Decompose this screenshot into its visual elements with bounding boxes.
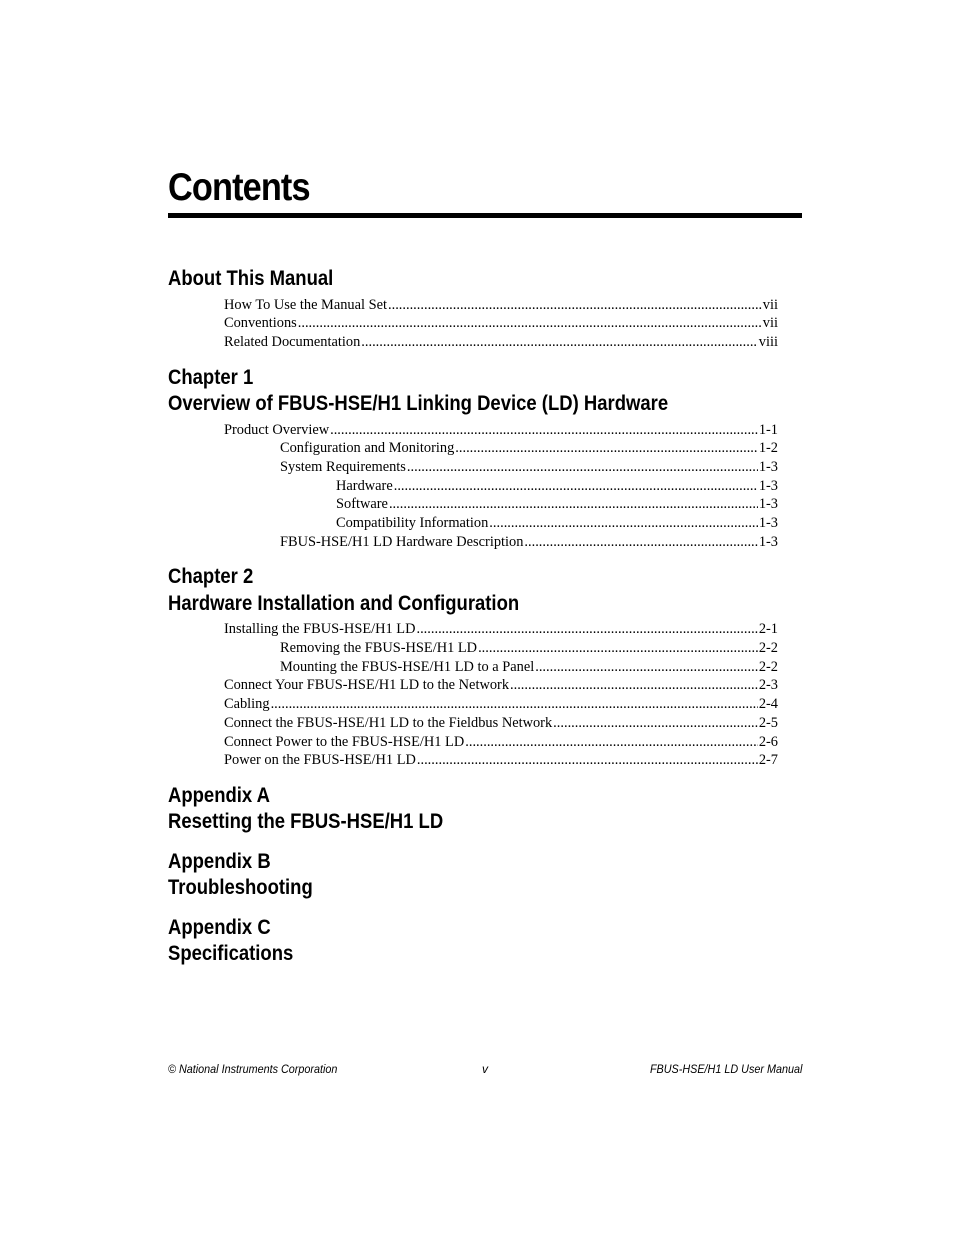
toc-entry-label: How To Use the Manual Set <box>224 296 387 313</box>
toc-entry-label: Conventions <box>224 315 297 332</box>
toc-section <box>168 849 778 902</box>
toc-entry-label: Configuration and Monitoring <box>280 440 455 457</box>
toc-entry-page: vii <box>762 296 778 313</box>
toc-entry[interactable] <box>168 439 778 458</box>
toc-entry-page: viii <box>758 333 778 350</box>
dot-leader <box>417 751 758 770</box>
toc-entry-page: 1-3 <box>758 458 778 475</box>
dot-leader <box>510 676 758 695</box>
toc-entry-page: 2-2 <box>758 658 778 675</box>
title-rule <box>168 213 802 218</box>
section-heading: Chapter 1 <box>168 365 254 389</box>
dot-leader <box>394 477 758 496</box>
toc-entry-label: Product Overview <box>224 421 330 438</box>
toc-entry[interactable] <box>168 495 778 514</box>
toc-entry[interactable] <box>168 458 778 477</box>
toc-entry-page: 1-1 <box>758 421 778 438</box>
table-of-contents <box>168 266 778 981</box>
toc-entry[interactable] <box>168 421 778 440</box>
toc-entry-page: 2-4 <box>758 696 778 713</box>
section-heading: Troubleshooting <box>168 876 313 900</box>
toc-entry-page: 2-2 <box>758 640 778 657</box>
dot-leader <box>478 639 758 658</box>
section-heading: Appendix C <box>168 915 271 939</box>
dot-leader <box>298 314 762 333</box>
toc-entry[interactable] <box>168 751 778 770</box>
section-heading: Overview of FBUS-HSE/H1 Linking Device (LD) Hardware <box>168 392 669 416</box>
toc-entry-label: Mounting the FBUS-HSE/H1 LD to a Panel <box>280 658 535 675</box>
toc-section <box>168 365 778 552</box>
toc-entry-label: FBUS-HSE/H1 LD Hardware Description <box>280 533 524 550</box>
toc-entry[interactable] <box>168 620 778 639</box>
toc-entry-label: Related Documentation <box>224 333 361 350</box>
toc-entry-label: Connect Power to the FBUS-HSE/H1 LD <box>224 733 465 750</box>
toc-entry[interactable] <box>168 514 778 533</box>
dot-leader <box>524 533 757 552</box>
toc-entry[interactable] <box>168 533 778 552</box>
section-heading: Appendix A <box>168 783 270 807</box>
toc-entry-label: Cabling <box>224 696 270 713</box>
toc-entry-page: 1-3 <box>758 533 778 550</box>
toc-entry-page: 1-2 <box>758 440 778 457</box>
footer-copyright: © National Instruments Corporation <box>168 1062 338 1076</box>
toc-entry[interactable] <box>168 296 778 315</box>
dot-leader <box>465 733 758 752</box>
dot-leader <box>388 296 762 315</box>
footer-page-number: v <box>482 1062 488 1076</box>
toc-entry-label: Removing the FBUS-HSE/H1 LD <box>280 640 478 657</box>
dot-leader <box>553 714 758 733</box>
section-heading: Chapter 2 <box>168 565 254 589</box>
toc-entry-label: Software <box>336 496 388 513</box>
toc-entry[interactable] <box>168 676 778 695</box>
toc-entry-page: 2-1 <box>758 621 778 638</box>
toc-entry[interactable] <box>168 733 778 752</box>
toc-entry-page: 1-3 <box>758 477 778 494</box>
dot-leader <box>489 514 758 533</box>
section-heading: Appendix B <box>168 849 271 873</box>
toc-entry[interactable] <box>168 477 778 496</box>
toc-entry-label: Compatibility Information <box>336 515 489 531</box>
dot-leader <box>361 333 758 352</box>
toc-entry[interactable] <box>168 658 778 677</box>
toc-entry-label: Installing the FBUS-HSE/H1 LD <box>224 621 416 638</box>
toc-entry-page: vii <box>762 315 778 332</box>
dot-leader <box>455 439 758 458</box>
section-heading: About This Manual <box>168 267 334 290</box>
toc-section <box>168 266 778 352</box>
dot-leader <box>271 695 758 714</box>
page-footer <box>168 1062 802 1078</box>
toc-section <box>168 783 778 836</box>
dot-leader <box>389 495 758 514</box>
section-heading: Hardware Installation and Configuration <box>168 591 520 615</box>
toc-entry-label: Connect the FBUS-HSE/H1 LD to the Fieldbus Network <box>224 714 553 731</box>
toc-entry-page: 2-7 <box>758 752 778 769</box>
dot-leader <box>407 458 758 477</box>
page-title: Contents <box>168 166 310 209</box>
dot-leader <box>330 421 758 440</box>
toc-entry-page: 2-3 <box>758 677 778 694</box>
toc-entry-label: System Requirements <box>280 458 406 475</box>
toc-entry[interactable] <box>168 333 778 352</box>
dot-leader <box>416 620 757 639</box>
toc-entry[interactable] <box>168 714 778 733</box>
toc-entry-label: Connect Your FBUS-HSE/H1 LD to the Network <box>224 677 510 694</box>
toc-entry[interactable] <box>168 314 778 333</box>
toc-entry-page: 2-6 <box>758 733 778 750</box>
dot-leader <box>535 658 758 677</box>
toc-section <box>168 564 778 770</box>
section-heading: Specifications <box>168 942 294 966</box>
section-heading: Resetting the FBUS-HSE/H1 LD <box>168 810 444 834</box>
footer-manual-title: FBUS-HSE/H1 LD User Manual <box>649 1062 802 1076</box>
toc-entry[interactable] <box>168 639 778 658</box>
toc-entry-page: 1-3 <box>758 515 778 531</box>
toc-entry-page: 2-5 <box>758 714 778 731</box>
toc-entry-label: Hardware <box>336 477 393 494</box>
toc-entry-page: 1-3 <box>758 496 778 513</box>
toc-entry[interactable] <box>168 695 778 714</box>
toc-section <box>168 915 778 968</box>
toc-entry-label: Power on the FBUS-HSE/H1 LD <box>224 752 416 769</box>
